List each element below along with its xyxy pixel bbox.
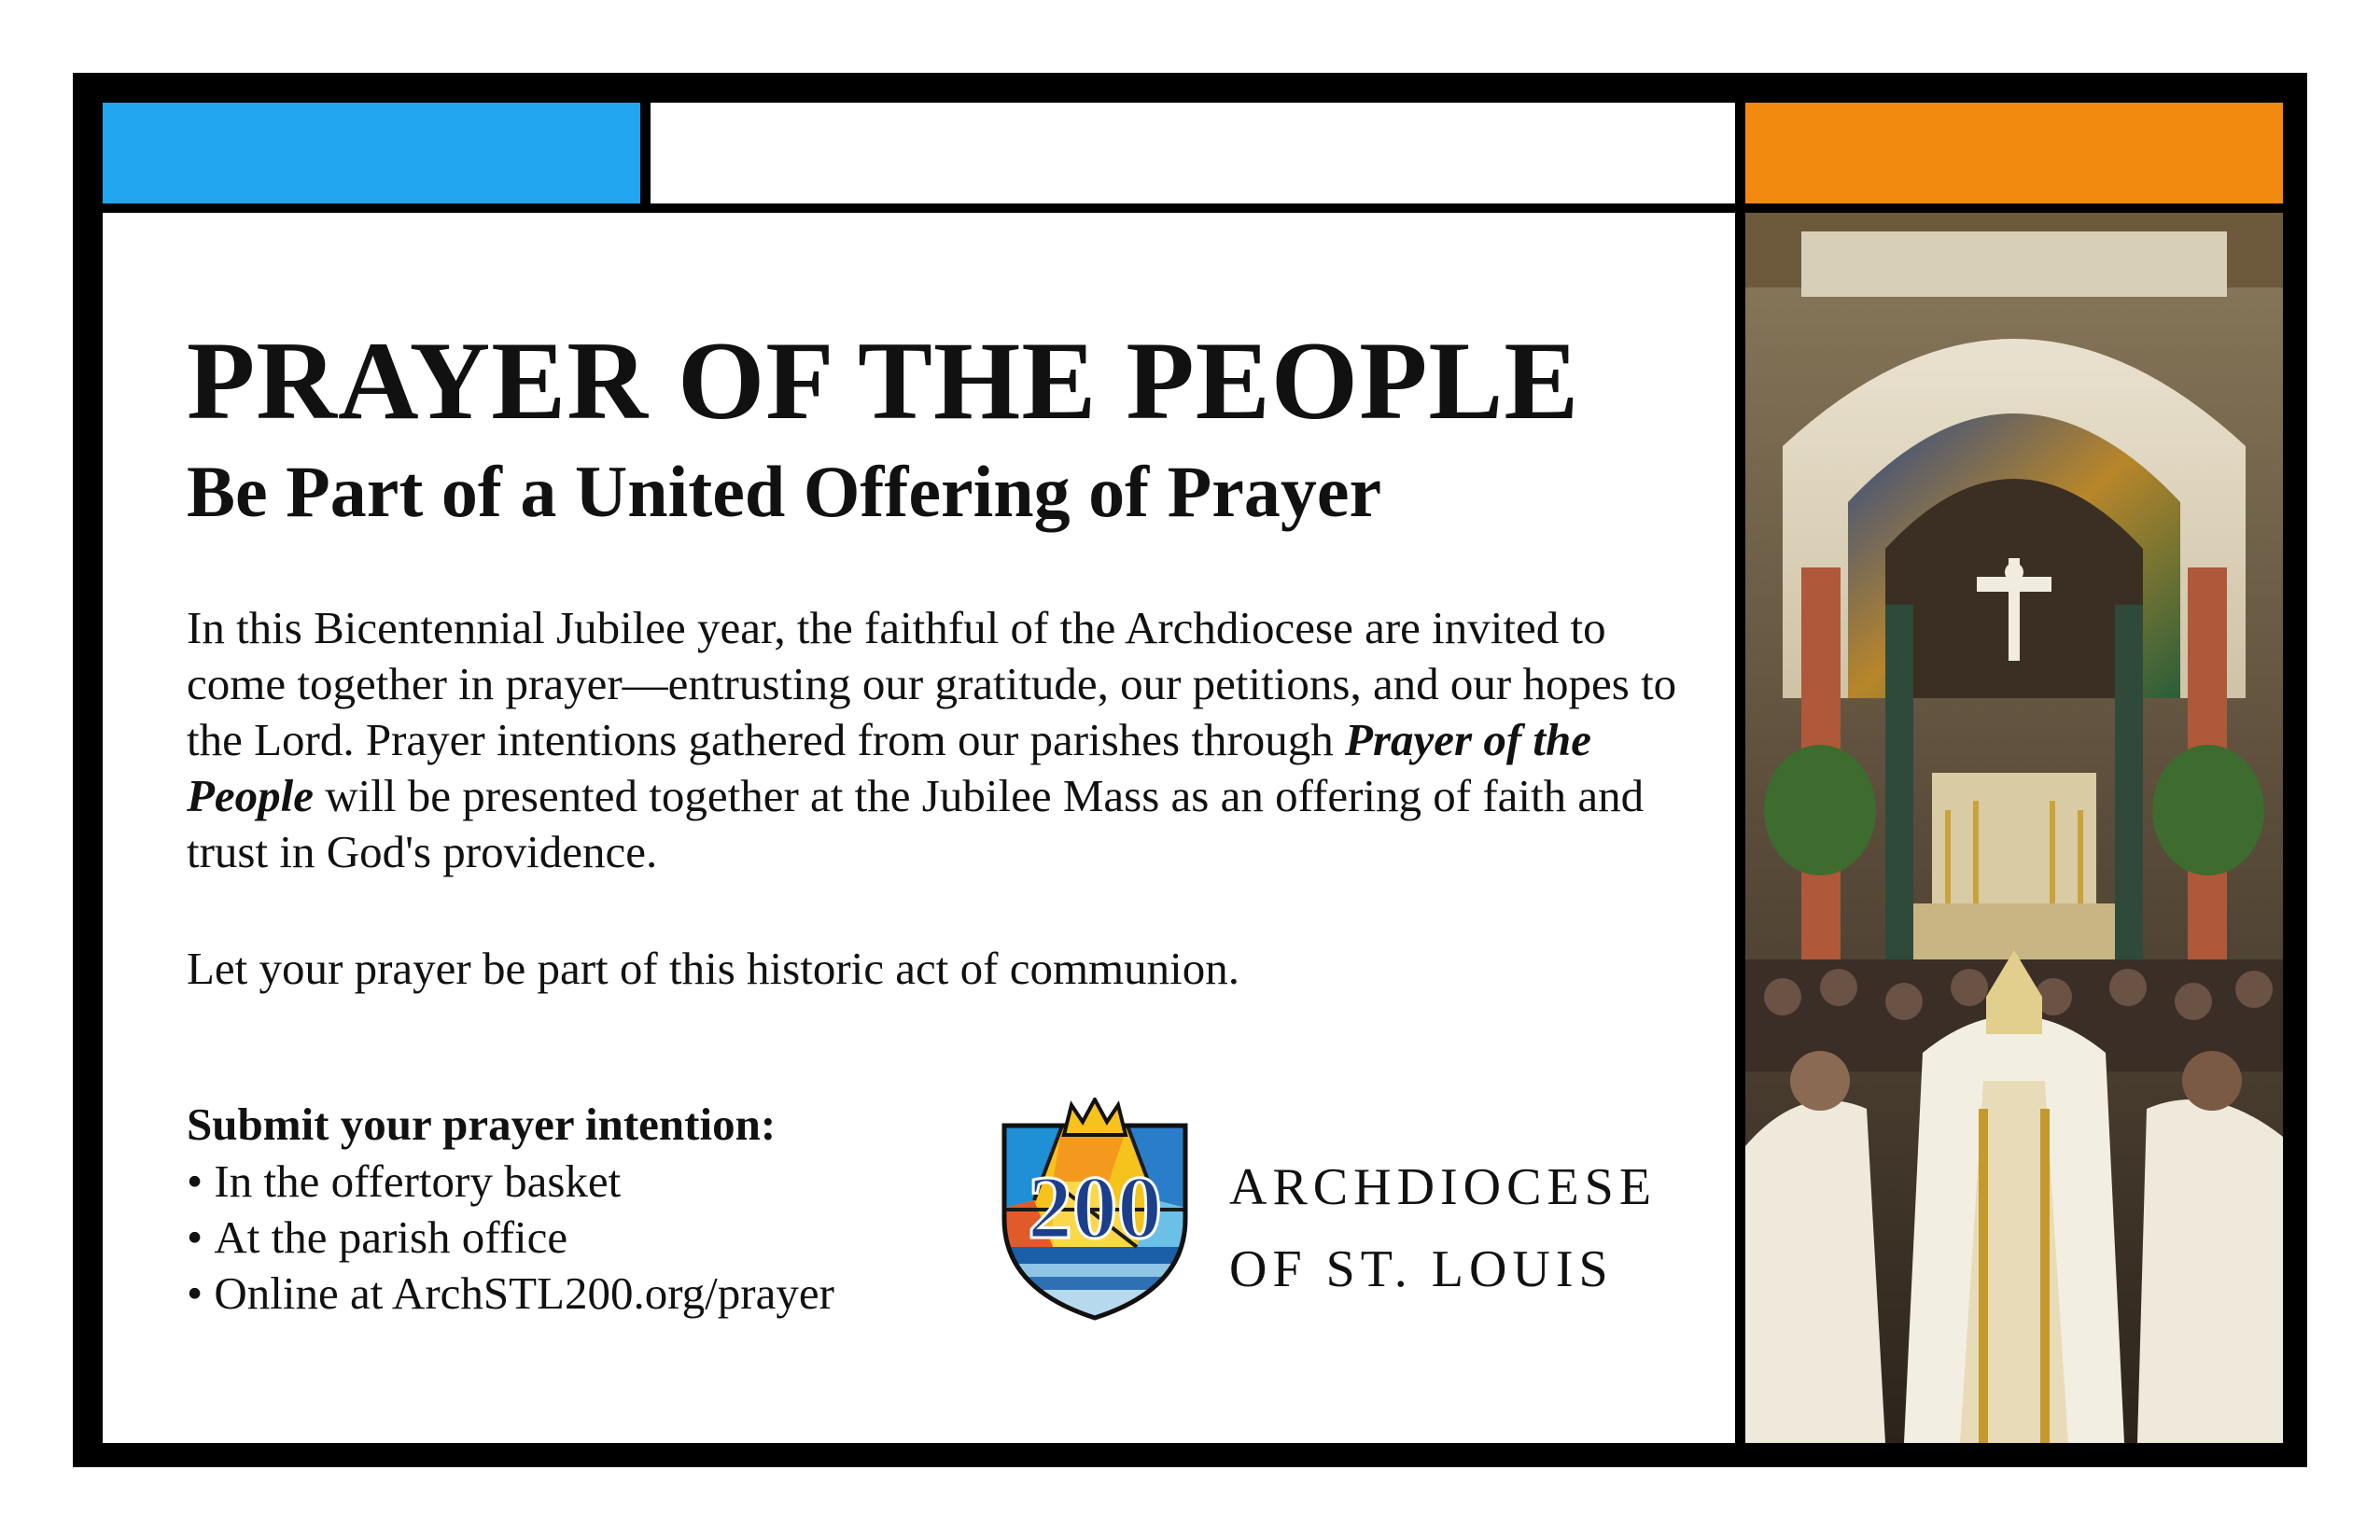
- blue-accent-bar: [103, 103, 640, 203]
- body-text-emphasis: Prayer of the People: [187, 714, 1592, 821]
- organization-name-line1: ARCHDIOCESE: [1229, 1158, 1658, 1216]
- archdiocese-crest-logo: [997, 1098, 1193, 1322]
- page-subtitle: Be Part of a United Offering of Prayer: [187, 451, 1382, 532]
- submit-options-list: [187, 1154, 834, 1322]
- submit-option-basket: • In the offertory basket: [187, 1154, 834, 1210]
- orange-accent-bar: [1745, 103, 2283, 203]
- submit-option-online: • Online at ArchSTL200.org/prayer: [187, 1266, 834, 1322]
- body-text-part2: will be presented together at the Jubilee Mass as an offering of faith and trust in God's providence.: [187, 770, 1645, 877]
- page-title: PRAYER OF THE PEOPLE: [187, 318, 1580, 442]
- crown-icon: [1064, 1099, 1126, 1135]
- organization-name-line2: OF ST. LOUIS: [1229, 1240, 1614, 1298]
- body-paragraph: [187, 600, 1699, 880]
- main-content-panel: [103, 213, 1735, 1443]
- invite-text: Let your prayer be part of this historic act of communion.: [187, 943, 1240, 994]
- crest-numeral: 200: [1028, 1157, 1162, 1257]
- body-text-part1: In this Bicentennial Jubilee year, the faithful of the Archdiocese are invited to come together in prayer—entrusting our gratitude, our petitions, and our hopes to the Lord. Prayer intentions gathered from our parishes through: [187, 602, 1677, 765]
- submit-heading: Submit your prayer intention:: [187, 1099, 777, 1150]
- top-white-bar: [651, 103, 1735, 203]
- submit-option-office: • At the parish office: [187, 1210, 834, 1266]
- cathedral-photo: [1745, 213, 2283, 1443]
- organization-name: [1229, 1146, 1657, 1310]
- cathedral-interior-image: [1745, 213, 2283, 1443]
